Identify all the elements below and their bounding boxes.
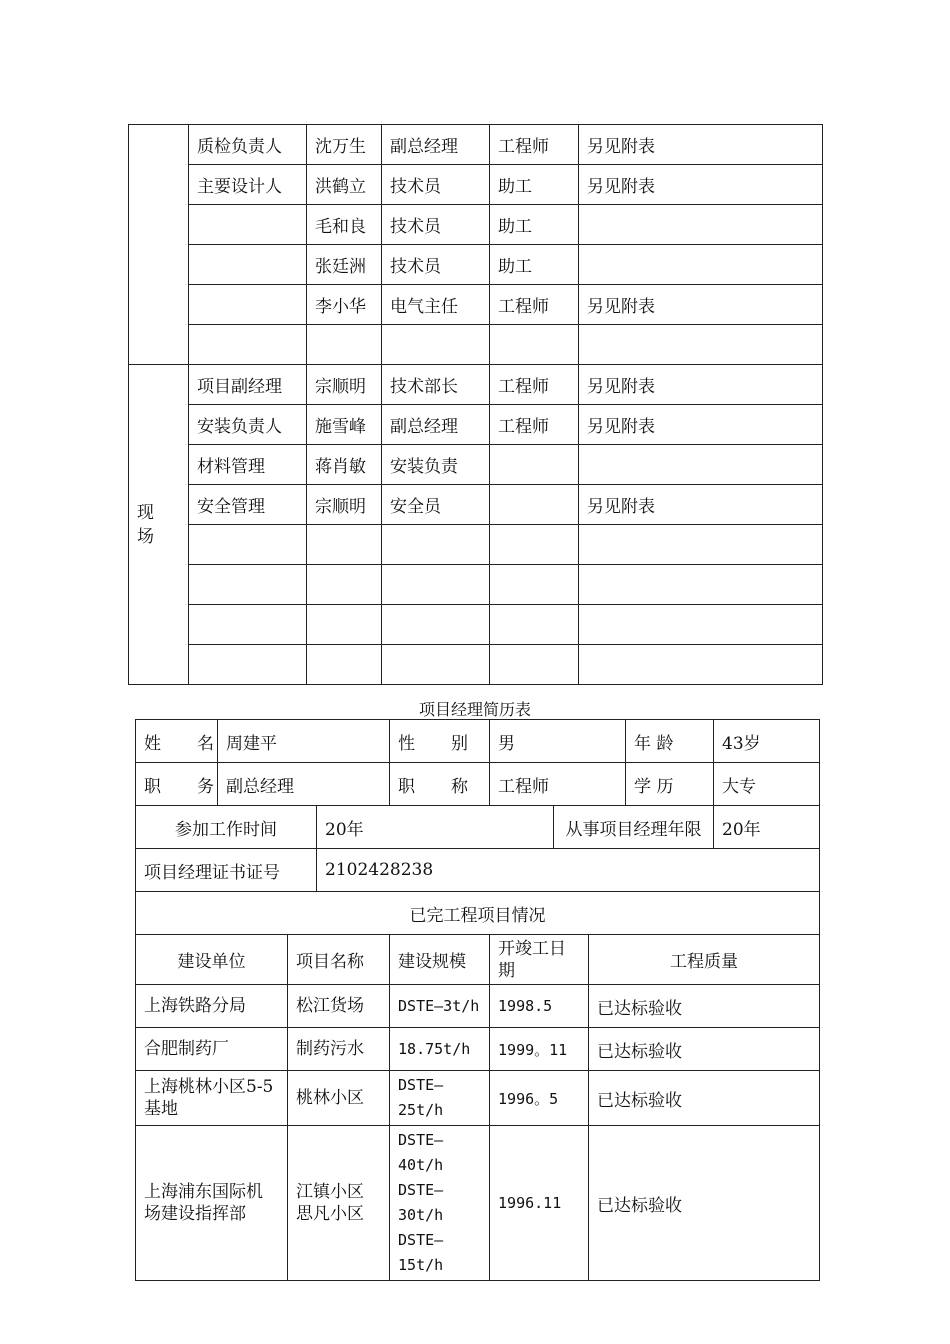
resume-row-work <box>136 806 820 849</box>
name-label: 姓 名 <box>136 720 218 763</box>
project-unit-cell: 上海铁路分局 <box>136 985 288 1028</box>
staff-row <box>129 445 823 485</box>
role-cell: 安全管理 <box>189 485 307 525</box>
staff-row <box>129 405 823 445</box>
role-cell <box>189 285 307 325</box>
section-label-cell <box>129 125 189 365</box>
project-quality-cell: 已达标验收 <box>589 1028 820 1071</box>
job-title-cell: 副总经理 <box>382 405 490 445</box>
project-scale-line: DSTE—15t/h <box>398 1231 444 1274</box>
project-date-cell: 1998.5 <box>490 985 589 1028</box>
staff-row <box>129 485 823 525</box>
person-name-cell: 李小华 <box>307 285 382 325</box>
project-row <box>136 1126 820 1281</box>
pro-title-cell <box>490 525 579 565</box>
person-name-cell <box>307 645 382 685</box>
project-scale-cell <box>390 1028 490 1071</box>
person-name-cell <box>307 325 382 365</box>
job-title-cell: 技术员 <box>382 245 490 285</box>
note-cell: 另见附表 <box>579 125 823 165</box>
pm-years-value: 20年 <box>714 806 820 849</box>
role-cell: 材料管理 <box>189 445 307 485</box>
project-scale-line: DSTE—30t/h <box>398 1181 444 1224</box>
education-value: 大专 <box>714 763 820 806</box>
job-title-cell <box>382 565 490 605</box>
project-row <box>136 1028 820 1071</box>
section-label-line: 场 <box>137 526 154 547</box>
cert-value: 2102428238 <box>317 849 820 892</box>
project-unit-cell: 上海浦东国际机场建设指挥部 <box>136 1126 288 1281</box>
project-quality-cell: 已达标验收 <box>589 985 820 1028</box>
role-cell <box>189 205 307 245</box>
cert-label: 项目经理证书证号 <box>136 849 317 892</box>
col-project-name: 项目名称 <box>288 935 390 985</box>
pro-title-cell <box>490 645 579 685</box>
project-quality-cell: 已达标验收 <box>589 1126 820 1281</box>
job-title-cell: 副总经理 <box>382 125 490 165</box>
pro-title-cell: 工程师 <box>490 405 579 445</box>
pro-title-cell <box>490 605 579 645</box>
project-name-cell: 制药污水 <box>288 1028 390 1071</box>
person-name-cell <box>307 605 382 645</box>
project-name-cell: 桃林小区 <box>288 1071 390 1126</box>
resume-title: 项目经理简历表 <box>418 700 531 719</box>
pro-title-cell: 工程师 <box>490 125 579 165</box>
project-scale-line: DSTE—25t/h <box>398 1076 444 1119</box>
job-title-cell: 技术员 <box>382 205 490 245</box>
project-name-cell: 江镇小区 思凡小区 <box>288 1126 390 1281</box>
person-name-cell: 沈万生 <box>307 125 382 165</box>
completed-columns-row <box>136 935 820 985</box>
position-label: 职 务 <box>136 763 218 806</box>
pro-title-cell: 工程师 <box>490 365 579 405</box>
col-scale: 建设规模 <box>390 935 490 985</box>
col-date: 开竣工日期 <box>490 935 589 985</box>
position-value: 副总经理 <box>218 763 390 806</box>
note-cell: 另见附表 <box>579 365 823 405</box>
age-value: 43岁 <box>714 720 820 763</box>
note-cell: 另见附表 <box>579 405 823 445</box>
staff-row <box>129 605 823 645</box>
person-name-cell <box>307 525 382 565</box>
staff-row <box>129 165 823 205</box>
resume-row-basic <box>136 720 820 763</box>
note-cell <box>579 605 823 645</box>
job-title-cell: 安全员 <box>382 485 490 525</box>
project-scale-line: DSTE—40t/h <box>398 1131 444 1174</box>
person-name-cell <box>307 565 382 605</box>
section-label-cell <box>129 365 189 685</box>
role-cell <box>189 245 307 285</box>
person-name-cell: 蒋肖敏 <box>307 445 382 485</box>
note-cell <box>579 205 823 245</box>
name-value: 周建平 <box>218 720 390 763</box>
project-row <box>136 1071 820 1126</box>
pro-title-cell <box>490 325 579 365</box>
project-quality-cell: 已达标验收 <box>589 1071 820 1126</box>
staff-row <box>129 645 823 685</box>
section-label-line: 现 <box>137 502 154 523</box>
note-cell <box>579 245 823 285</box>
job-title-cell <box>382 605 490 645</box>
pro-title-cell <box>490 485 579 525</box>
pro-title-cell: 助工 <box>490 245 579 285</box>
job-title-cell: 技术员 <box>382 165 490 205</box>
pro-title-cell <box>490 565 579 605</box>
gender-label: 性 别 <box>390 720 490 763</box>
note-cell: 另见附表 <box>579 285 823 325</box>
completed-header: 已完工程项目情况 <box>136 892 820 935</box>
note-cell <box>579 645 823 685</box>
resume-row-cert <box>136 849 820 892</box>
project-date-cell: 1996.11 <box>490 1126 589 1281</box>
job-title-cell <box>382 525 490 565</box>
job-title-cell: 技术部长 <box>382 365 490 405</box>
job-title-cell: 电气主任 <box>382 285 490 325</box>
project-date-cell: 1996。5 <box>490 1071 589 1126</box>
resume-row-position <box>136 763 820 806</box>
role-cell <box>189 605 307 645</box>
pm-years-label: 从事项目经理年限 <box>554 806 714 849</box>
project-scale-line: 18.75t/h <box>398 1039 471 1058</box>
job-title-cell <box>382 325 490 365</box>
role-cell: 项目副经理 <box>189 365 307 405</box>
staff-row <box>129 365 823 405</box>
title-label: 职 称 <box>390 763 490 806</box>
role-cell <box>189 645 307 685</box>
pro-title-cell <box>490 445 579 485</box>
resume-table <box>135 719 820 1281</box>
role-cell <box>189 525 307 565</box>
role-cell <box>189 565 307 605</box>
role-cell: 质检负责人 <box>189 125 307 165</box>
job-title-cell: 安装负责 <box>382 445 490 485</box>
project-scale-cell <box>390 1071 490 1126</box>
completed-header-row <box>136 892 820 935</box>
person-name-cell: 宗顺明 <box>307 485 382 525</box>
staff-row <box>129 525 823 565</box>
note-cell <box>579 565 823 605</box>
project-scale-line: DSTE—3t/h <box>398 996 480 1015</box>
project-unit-cell: 上海桃林小区5-5基地 <box>136 1071 288 1126</box>
pro-title-cell: 助工 <box>490 205 579 245</box>
note-cell: 另见附表 <box>579 485 823 525</box>
project-date-cell: 1999。11 <box>490 1028 589 1071</box>
staff-row <box>129 125 823 165</box>
person-name-cell: 张廷洲 <box>307 245 382 285</box>
title-value: 工程师 <box>490 763 626 806</box>
staff-row <box>129 285 823 325</box>
job-title-cell <box>382 645 490 685</box>
person-name-cell: 施雪峰 <box>307 405 382 445</box>
project-name-cell: 松江货场 <box>288 985 390 1028</box>
note-cell <box>579 525 823 565</box>
staff-row <box>129 565 823 605</box>
education-label: 学 历 <box>626 763 714 806</box>
role-cell: 安装负责人 <box>189 405 307 445</box>
staff-row <box>129 245 823 285</box>
note-cell <box>579 445 823 485</box>
project-scale-cell <box>390 985 490 1028</box>
person-name-cell: 宗顺明 <box>307 365 382 405</box>
col-unit: 建设单位 <box>136 935 288 985</box>
age-label: 年 龄 <box>626 720 714 763</box>
role-cell: 主要设计人 <box>189 165 307 205</box>
person-name-cell: 毛和良 <box>307 205 382 245</box>
col-quality: 工程质量 <box>589 935 820 985</box>
pro-title-cell: 工程师 <box>490 285 579 325</box>
pro-title-cell: 助工 <box>490 165 579 205</box>
work-start-label: 参加工作时间 <box>136 806 317 849</box>
work-start-value: 20年 <box>317 806 554 849</box>
role-cell <box>189 325 307 365</box>
staff-table <box>128 124 823 685</box>
note-cell <box>579 325 823 365</box>
project-scale-cell <box>390 1126 490 1281</box>
note-cell: 另见附表 <box>579 165 823 205</box>
gender-value: 男 <box>490 720 626 763</box>
staff-row <box>129 205 823 245</box>
project-unit-cell: 合肥制药厂 <box>136 1028 288 1071</box>
staff-row <box>129 325 823 365</box>
project-row <box>136 985 820 1028</box>
person-name-cell: 洪鹤立 <box>307 165 382 205</box>
